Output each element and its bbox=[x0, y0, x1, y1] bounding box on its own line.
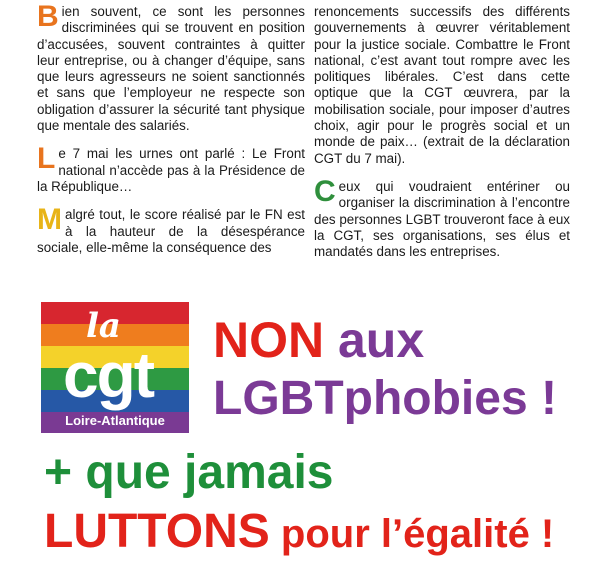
headline-luttons: LUTTONS bbox=[44, 505, 270, 558]
headline-line-1 bbox=[213, 313, 424, 367]
headline-aux: aux bbox=[324, 312, 425, 368]
paragraph-renoncements bbox=[314, 4, 570, 167]
paragraph-text: eux qui voudraient entériner ou organiser la discrimination à l’encontre des personnes LGBT trouveront face à eux la CGT, ses organisations, ses élus et mandatés dans les entreprises. bbox=[314, 178, 570, 260]
paragraph-text: renoncements successifs des différents gouvernements à œuvrer véritablement pour la justice sociale. Combattre le Front national, c’est avant tout rompre avec les politiques libérales. C’est dans cette optique que la CGT œuvrera, par la mobilisation sociale, pour imposer d’autres choix, agir pour le progrès social et un monde de paix… (extrait de la déclaration CGT du 7 mai). bbox=[314, 4, 570, 166]
paragraph-text: algré tout, le score réalisé par le FN est à la hauteur de la désespérance sociale, elle-même la conséquence des bbox=[37, 207, 305, 255]
paragraph-text: ien souvent, ce sont les personnes discriminées qui se trouvent en position d’accusées, souvent contraintes à quitter leur entreprise, ou à changer d’équipe, sans que leurs agresseurs ne soient sanctionnés et sans que l’employeur ne respecte son obligation d’assurer la sécurité tant physique que mentale des salariés. bbox=[37, 4, 305, 134]
headline-line-3 bbox=[44, 446, 333, 500]
cgt-logo bbox=[41, 302, 189, 433]
left-column bbox=[37, 0, 305, 268]
headline-line-2: LGBTphobies ! bbox=[213, 372, 557, 425]
logo-cgt-text: cgt bbox=[63, 339, 153, 411]
drop-cap: M bbox=[37, 203, 62, 237]
logo-region-text: Loire-Atlantique bbox=[65, 413, 165, 428]
headline-que-jamais: que jamais bbox=[72, 446, 334, 499]
paragraph-text: e 7 mai les urnes ont parlé : Le Front national n’accède pas à la Présidence de la République… bbox=[37, 146, 305, 194]
paragraph-election bbox=[37, 142, 305, 195]
paragraph-lgbt bbox=[314, 174, 570, 260]
headline-line-4 bbox=[44, 505, 554, 561]
right-column bbox=[314, 4, 570, 272]
drop-cap: L bbox=[37, 142, 56, 176]
headline-non: NON bbox=[213, 312, 325, 368]
drop-cap: B bbox=[37, 0, 59, 33]
headline-plus: + bbox=[44, 446, 73, 499]
drop-cap: C bbox=[314, 174, 336, 208]
paragraph-score bbox=[37, 203, 305, 256]
logo-la-text: la bbox=[86, 306, 121, 346]
headline-pour-egalite: pour l’égalité ! bbox=[269, 512, 555, 556]
paragraph-discrimination bbox=[37, 0, 305, 134]
